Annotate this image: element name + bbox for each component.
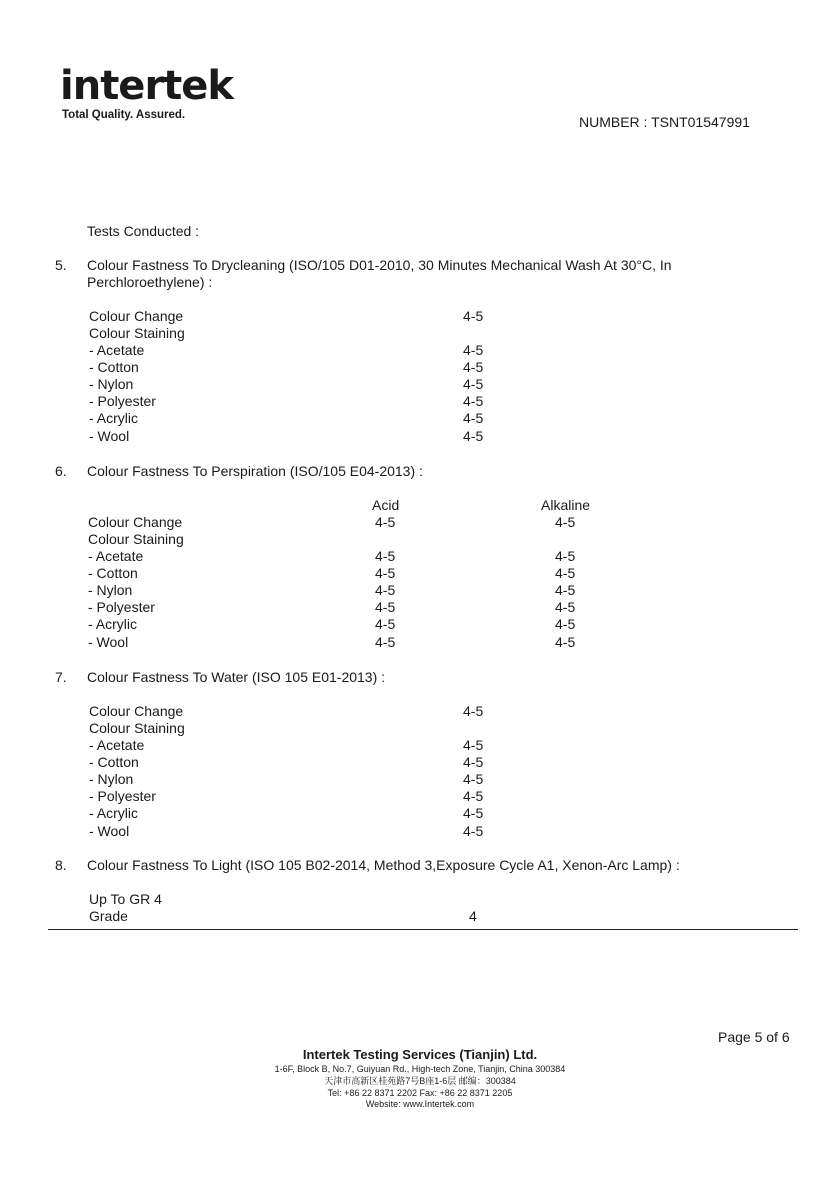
footer-company-name: Intertek Testing Services (Tianjin) Ltd. bbox=[302, 1047, 538, 1062]
row-value: 4-5 bbox=[463, 823, 484, 839]
section-number: 7. bbox=[55, 669, 67, 685]
row-value-acid: 4-5 bbox=[375, 582, 396, 598]
row-label: Up To GR 4 bbox=[89, 891, 162, 907]
report-number: NUMBER : TSNT01547991 bbox=[579, 114, 750, 130]
row-label: - Acetate bbox=[88, 548, 144, 564]
row-label: Colour Change bbox=[89, 703, 184, 719]
row-value: 4-5 bbox=[463, 805, 484, 821]
row-label: - Polyester bbox=[88, 599, 155, 615]
page-number: Page 5 of 6 bbox=[718, 1029, 790, 1045]
row-value: 4-5 bbox=[463, 376, 484, 392]
logo-tagline: Total Quality. Assured. bbox=[62, 109, 186, 121]
row-label: Colour Staining bbox=[88, 531, 184, 547]
row-label: - Acrylic bbox=[88, 616, 137, 632]
column-header-alkaline: Alkaline bbox=[541, 497, 591, 513]
section-title: Colour Fastness To Water (ISO 105 E01-2013) : bbox=[87, 669, 386, 685]
row-value-acid: 4-5 bbox=[375, 616, 396, 632]
row-label: Colour Staining bbox=[89, 325, 185, 341]
section-number: 6. bbox=[55, 463, 67, 479]
row-value: 4-5 bbox=[463, 342, 484, 358]
row-value-acid: 4-5 bbox=[375, 548, 396, 564]
row-label: - Polyester bbox=[89, 788, 156, 804]
row-label: - Wool bbox=[88, 634, 129, 650]
row-value: 4-5 bbox=[463, 428, 484, 444]
row-value: 4-5 bbox=[463, 410, 484, 426]
row-value-alkaline: 4-5 bbox=[555, 582, 576, 598]
row-label: - Acetate bbox=[89, 737, 145, 753]
row-value-alkaline: 4-5 bbox=[555, 565, 576, 581]
row-value: 4-5 bbox=[463, 737, 484, 753]
row-label: - Wool bbox=[89, 428, 130, 444]
row-value-alkaline: 4-5 bbox=[555, 599, 576, 615]
row-label: - Cotton bbox=[89, 754, 139, 770]
row-value: 4-5 bbox=[463, 788, 484, 804]
footer-address-cn: 天津市高新区桂苑路7号B座1-6层 邮编：300384 bbox=[324, 1076, 516, 1086]
footer-address-en: 1-6F, Block B, No.7, Guiyuan Rd., High-tech Zone, Tianjin, China 300384 bbox=[274, 1064, 566, 1074]
section-title: Colour Fastness To Drycleaning (ISO/105 D01-2010, 30 Minutes Mechanical Wash At 30°C, In bbox=[87, 257, 672, 273]
row-value-alkaline: 4-5 bbox=[555, 616, 576, 632]
row-value: 4 bbox=[469, 908, 477, 924]
row-label: - Acrylic bbox=[89, 805, 138, 821]
row-value: 4-5 bbox=[463, 703, 484, 719]
row-value-acid: 4-5 bbox=[375, 565, 396, 581]
row-value-acid: 4-5 bbox=[375, 634, 396, 650]
row-value: 4-5 bbox=[463, 359, 484, 375]
row-value-acid: 4-5 bbox=[375, 514, 396, 530]
row-value-alkaline: 4-5 bbox=[555, 548, 576, 564]
row-value-alkaline: 4-5 bbox=[555, 634, 576, 650]
row-value: 4-5 bbox=[463, 771, 484, 787]
row-label: - Cotton bbox=[89, 359, 139, 375]
row-label: - Acrylic bbox=[89, 410, 138, 426]
row-label: - Nylon bbox=[89, 376, 134, 392]
row-label: - Polyester bbox=[89, 393, 156, 409]
company-logo: intertek bbox=[60, 63, 234, 109]
section-title: Colour Fastness To Perspiration (ISO/105 E04-2013) : bbox=[87, 463, 423, 479]
row-label: Colour Change bbox=[88, 514, 183, 530]
column-header-acid: Acid bbox=[372, 497, 400, 513]
row-value: 4-5 bbox=[463, 393, 484, 409]
row-value: 4-5 bbox=[463, 754, 484, 770]
row-value: 4-5 bbox=[463, 308, 484, 324]
section-number: 8. bbox=[55, 857, 67, 873]
row-label: - Acetate bbox=[89, 342, 145, 358]
row-label: Colour Staining bbox=[89, 720, 185, 736]
tests-conducted-heading: Tests Conducted : bbox=[87, 223, 200, 239]
row-label: - Cotton bbox=[88, 565, 138, 581]
row-label: - Nylon bbox=[89, 771, 134, 787]
row-value-alkaline: 4-5 bbox=[555, 514, 576, 530]
section-divider bbox=[48, 929, 798, 930]
section-number: 5. bbox=[55, 257, 67, 273]
row-label: Grade bbox=[89, 908, 128, 924]
footer-website: Website: www.Intertek.com bbox=[365, 1099, 475, 1109]
section-title-cont: Perchloroethylene) : bbox=[87, 274, 213, 290]
section-title: Colour Fastness To Light (ISO 105 B02-2014, Method 3,Exposure Cycle A1, Xenon-Arc Lamp) : bbox=[87, 857, 680, 873]
row-label: Colour Change bbox=[89, 308, 184, 324]
row-value-acid: 4-5 bbox=[375, 599, 396, 615]
row-label: - Nylon bbox=[88, 582, 133, 598]
footer-phone: Tel: +86 22 8371 2202 Fax: +86 22 8371 2205 bbox=[327, 1088, 513, 1098]
row-label: - Wool bbox=[89, 823, 130, 839]
